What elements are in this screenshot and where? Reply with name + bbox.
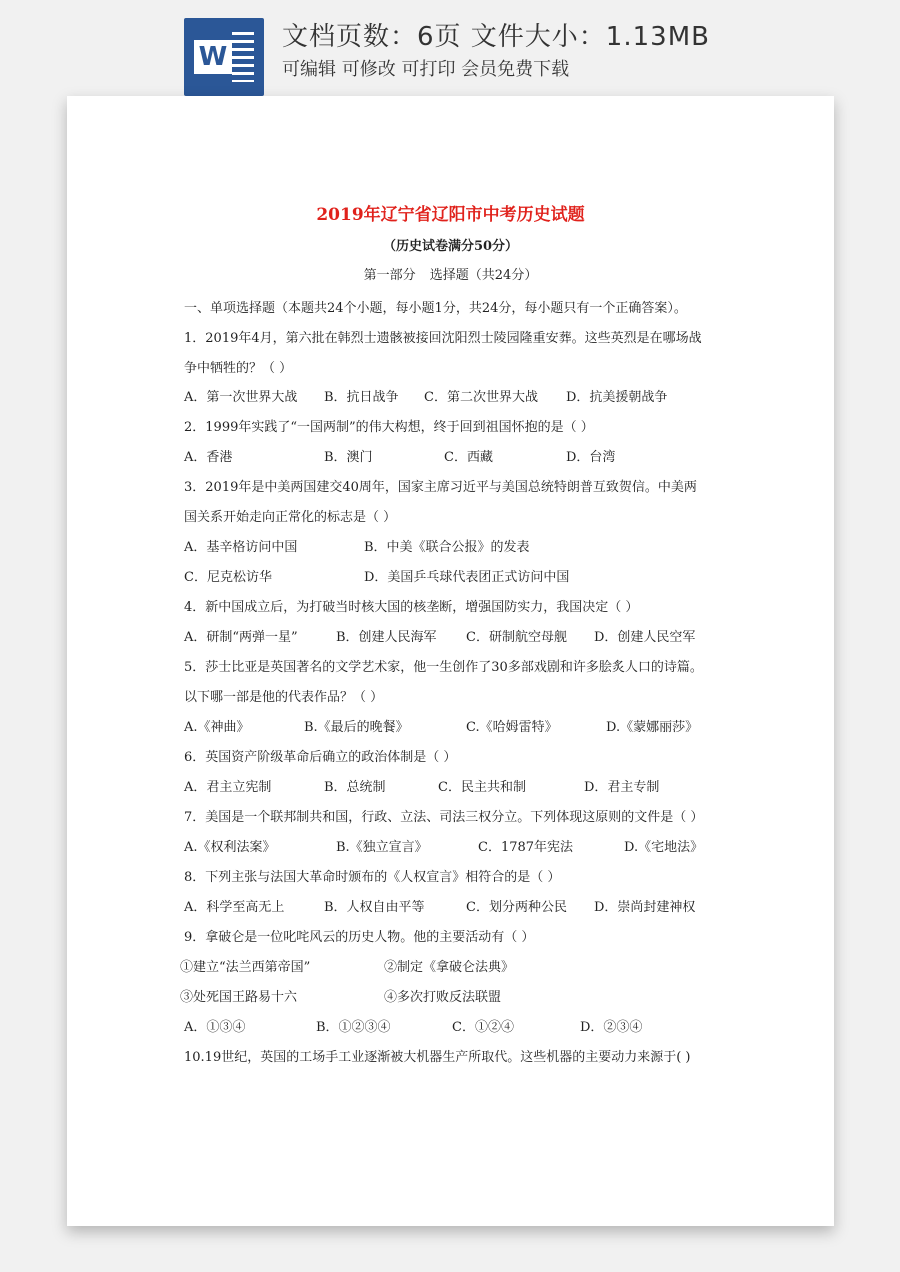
question-2: 2．1999年实践了“一国两制”的伟大构想，终于回到祖国怀抱的是（ ） (184, 420, 594, 435)
q3-option-b: B．中美《联合公报》的发表 (364, 540, 530, 555)
q1-option-d: D．抗美援朝战争 (566, 390, 668, 405)
question-4: 4．新中国成立后，为打破当时核大国的核垄断，增强国防实力，我国决定（ ） (184, 600, 639, 615)
question-10: 10.19世纪，英国的工场手工业逐渐被大机器生产所取代。这些机器的主要动力来源于( ) (184, 1050, 691, 1065)
q4-option-a: A．研制“两弹一星” (184, 630, 298, 645)
q9-item-3: ③处死国王路易十六 (180, 990, 298, 1005)
q6-option-b: B．总统制 (324, 780, 386, 795)
q2-option-b: B．澳门 (324, 450, 373, 465)
q5-option-d: D.《蒙娜丽莎》 (606, 720, 699, 735)
q8-option-b: B．人权自由平等 (324, 900, 425, 915)
q2-option-a: A．香港 (184, 450, 233, 465)
header-banner (0, 0, 900, 100)
q3-option-a: A．基辛格访问中国 (184, 540, 298, 555)
question-1-line-2: 争中牺牲的？（ ） (184, 361, 293, 376)
q8-option-d: D．崇尚封建神权 (594, 900, 696, 915)
q5-option-c: C.《哈姆雷特》 (466, 720, 558, 735)
q9-item-4: ④多次打败反法联盟 (384, 990, 502, 1005)
part-heading: 第一部分 选择题（共24分） (363, 268, 538, 283)
word-document-icon (184, 18, 264, 96)
q3-option-c: C．尼克松访华 (184, 570, 272, 585)
q1-option-c: C．第二次世界大战 (424, 390, 538, 405)
q5-option-a: A.《神曲》 (184, 720, 250, 735)
q8-option-a: A．科学至高无上 (184, 900, 285, 915)
q9-option-a: A．①③④ (184, 1020, 246, 1035)
q9-option-c: C．①②④ (452, 1020, 514, 1035)
question-5-line-1: 5．莎士比亚是英国著名的文学艺术家，他一生创作了30多部戏剧和许多脍炙人口的诗篇。 (184, 660, 703, 675)
q9-option-d: D．②③④ (580, 1020, 643, 1035)
q1-option-a: A．第一次世界大战 (184, 390, 298, 405)
text-lines-icon (232, 32, 254, 82)
q3-option-d: D．美国乒乓球代表团正式访问中国 (364, 570, 570, 585)
question-3-line-2: 国关系开始走向正常化的标志是（ ） (184, 510, 397, 525)
file-info-title: 文档页数：6页 文件大小：1.13MB (282, 22, 710, 52)
question-9: 9．拿破仑是一位叱咤风云的历史人物。他的主要活动有（ ） (184, 930, 535, 945)
q9-option-b: B．①②③④ (316, 1020, 391, 1035)
q6-option-a: A．君主立宪制 (184, 780, 272, 795)
q4-option-d: D．创建人民空军 (594, 630, 696, 645)
section-intro: 一、单项选择题（本题共24个小题，每小题1分，共24分，每小题只有一个正确答案）。 (184, 301, 687, 316)
question-5-line-2: 以下哪一部是他的代表作品？（ ） (184, 690, 384, 705)
q9-item-2: ②制定《拿破仑法典》 (384, 960, 515, 975)
q2-option-d: D．台湾 (566, 450, 616, 465)
q1-option-b: B．抗日战争 (324, 390, 399, 405)
question-8: 8．下列主张与法国大革命时颁布的《人权宣言》相符合的是（ ） (184, 870, 561, 885)
question-1-line-1: 1．2019年4月，第六批在韩烈士遗骸被接回沈阳烈士陵园隆重安葬。这些英烈是在哪场战 (184, 331, 702, 346)
q9-item-1: ①建立“法兰西第帝国” (180, 960, 311, 975)
document-page (67, 96, 834, 1226)
q4-option-b: B．创建人民海军 (336, 630, 437, 645)
file-info-subtitle: 可编辑 可修改 可打印 会员免费下载 (282, 59, 570, 80)
document-subtitle: （历史试卷满分50分） (382, 239, 519, 254)
q8-option-c: C．划分两种公民 (466, 900, 567, 915)
q7-option-d: D.《宅地法》 (624, 840, 704, 855)
question-3-line-1: 3．2019年是中美两国建交40周年，国家主席习近平与美国总统特朗普互致贺信。中美两 (184, 480, 697, 495)
q7-option-c: C．1787年宪法 (478, 840, 574, 855)
document-title: 2019年辽宁省辽阳市中考历史试题 (316, 205, 585, 225)
question-6: 6．英国资产阶级革命后确立的政治体制是（ ） (184, 750, 457, 765)
q2-option-c: C．西藏 (444, 450, 493, 465)
q5-option-b: B.《最后的晚餐》 (304, 720, 409, 735)
q7-option-a: A.《权利法案》 (184, 840, 276, 855)
question-7: 7．美国是一个联邦制共和国，行政、立法、司法三权分立。下列体现这原则的文件是（ ） (184, 810, 704, 825)
q4-option-c: C．研制航空母舰 (466, 630, 567, 645)
q7-option-b: B.《独立宣言》 (336, 840, 428, 855)
q6-option-c: C．民主共和制 (438, 780, 526, 795)
q6-option-d: D．君主专制 (584, 780, 660, 795)
word-letter: W (194, 40, 232, 74)
